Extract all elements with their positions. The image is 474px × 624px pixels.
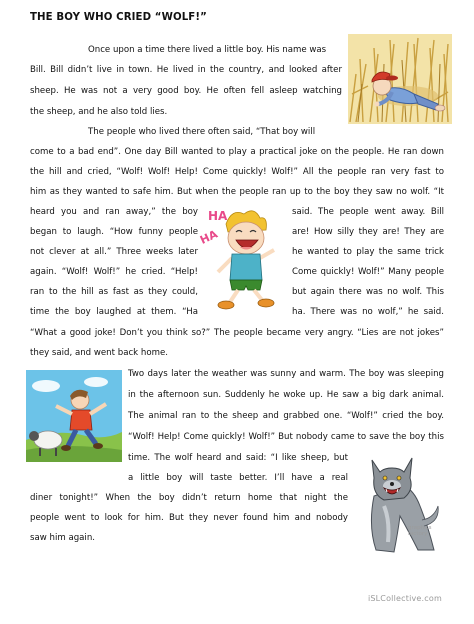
story-line: sheep. He was not a very good boy. He often fell asleep watching [30,86,342,96]
sleeping-boy-illustration [348,34,452,124]
story-line-right: he wanted to play the same trick [292,247,444,257]
story-line-left: not clever at all.” Three weeks later [30,247,198,257]
ha-text: HA [198,227,220,247]
ha-text: HA [208,209,228,223]
story-line-right: ha. There was no wolf,” he said. [292,307,444,317]
story-line: diner tonight!” When the boy didn’t return home that night the [30,493,348,503]
story-title: THE BOY WHO CRIED “WOLF!” [30,12,207,23]
story-line-left: ran to the hill as fast as they could, [30,287,198,297]
story-line: the hill and cried, “Wolf! Wolf! Help! Come quickly! Wolf!” All the people ran very fast to [30,167,444,177]
story-line: “Wolf! Help! Come quickly! Wolf!” But nobody came to save the boy this [128,432,444,442]
story-line: people went to look for him. But they never found him and nobody [30,513,348,523]
story-line: Once upon a time there lived a little boy. His name was [88,45,327,55]
story-line-left: heard you and ran away,” the boy [30,207,198,217]
story-line: Bill. Bill didn’t live in town. He lived in the country, and looked after [30,65,342,75]
story-line: time. The wolf heard and said: “I like sheep, but [128,453,348,463]
story-line: come to a bad end”. One day Bill wanted to play a practical joke on the people. He ran down [30,147,444,157]
story-line: saw him again. [30,533,95,543]
story-line: “What a good joke! Don’t you think so?” The people became very angry. “Lies are not jokes” [30,328,444,338]
story-line-right: but again there was no wolf. This [292,287,444,297]
graphics-factory-watermark: graphics factory [408,525,432,537]
story-line-right: are! How silly they are! They are [292,227,444,237]
wolf-illustration [354,446,444,556]
story-line-left: began to laugh. “How funny people [30,227,198,237]
story-line: The animal ran to the sheep and grabbed one. “Wolf!” cried the boy. [128,411,444,421]
story-line-left: again. “Wolf! Wolf!” he cried. “Help! [30,267,198,277]
story-line: him as they wanted to safe him. But when the people ran up to the boy they saw no wolf. “It [30,187,444,197]
story-line: Two days later the weather was sunny and warm. The boy was sleeping [128,369,444,379]
boy-and-sheep-illustration [26,370,122,462]
story-line: the sheep, and he also told lies. [30,107,168,117]
story-line: they said, and went back home. [30,348,168,358]
footer-site-credit: iSLCollective.com [367,594,442,603]
story-line-right: Come quickly! Wolf!” Many people [292,267,444,277]
story-line: The people who lived there often said, “That boy will [88,127,316,137]
story-line: in the afternoon sun. Suddenly he woke up. He saw a big dark animal. [128,390,444,400]
story-line: a little boy will taste better. I’ll have a real [128,473,348,483]
story-line-left: time the boy laughed at them. “Ha [30,307,198,317]
story-line-right: said. The people went away. Bill [292,207,444,217]
laughing-boy-illustration [198,202,290,314]
